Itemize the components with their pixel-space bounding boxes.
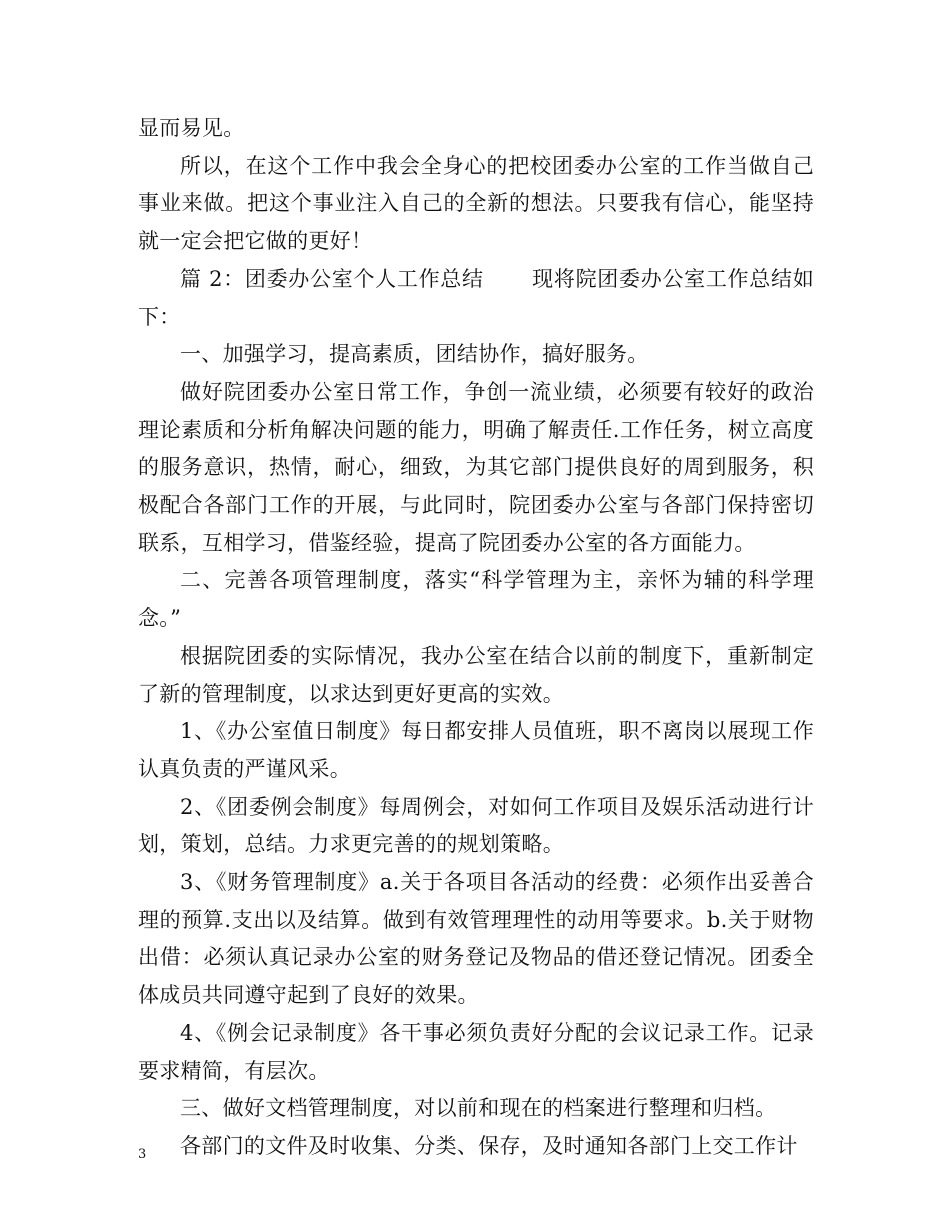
document-body (138, 110, 814, 1166)
paragraph-rule-2: 2、《团委例会制度》每周例会，对如何工作项目及娱乐活动进行计划，策划，总结。力求更完善的的规划策略。 (138, 794, 814, 857)
paragraph-2: 所以，在这个工作中我会全身心的把校团委办公室的工作当做自己事业来做。把这个事业注入自己的全新的想法。只要我有信心，能坚持就一定会把它做的更好！ (138, 153, 814, 254)
paragraph-rule-3: 3、《财务管理制度》a.关于各项目各活动的经费：必须作出妥善合理的预算.支出以及结算。做到有效管理理性的动用等要求。b.关于财物出借：必须认真记录办公室的财务登记及物品的借还登记情况。团委全体成员共同遵守起到了良好的效果。 (138, 870, 814, 1008)
paragraph-rule-1: 1、《办公室值日制度》每日都安排人员值班，职不离岗以展现工作认真负责的严谨风采。 (138, 719, 814, 781)
paragraph-section-three-heading: 三、做好文档管理制度，对以前和现在的档案进行整理和归档。 (180, 1096, 777, 1121)
paragraph-section-two-heading: 二、完善各项管理制度，落实“科学管理为主，亲怀为辅的科学理念。” (138, 568, 814, 631)
paragraph-section-one-heading: 一、加强学习，提高素质，团结协作，搞好服务。 (180, 342, 649, 367)
section-heading-title: 篇 2：团委办公室个人工作总结 (180, 266, 484, 291)
paragraph-section-two-body: 根据院团委的实际情况，我办公室在结合以前的制度下，重新制定了新的管理制度，以求达到更好更高的实效。 (138, 643, 814, 706)
section-heading-continuation: 现将院团委办公室工作总结如下： (138, 266, 814, 329)
section-heading-paragraph (138, 261, 814, 336)
paragraph-section-one-body: 做好院团委办公室日常工作，争创一流业绩，必须要有较好的政治理论素质和分析角解决问题的能力，明确了解责任.工作任务，树立高度的服务意识，热情，耐心，细致，为其它部门提供良好的周到服务，积极配合各部门工作的开展，与此同时，院团委办公室与各部门保持密切联系，互相学习，借鉴经验，提高了院团委办公室的各方面能力。 (138, 379, 814, 555)
paragraph-1: 显而易见。 (138, 116, 245, 140)
paragraph-section-three-body: 各部门的文件及时收集、分类、保存，及时通知各部门上交工作计 (180, 1133, 798, 1158)
paragraph-rule-4: 4、《例会记录制度》各干事必须负责好分配的会议记录工作。记录要求精简，有层次。 (138, 1020, 814, 1083)
page-number: 3 (138, 1147, 147, 1162)
